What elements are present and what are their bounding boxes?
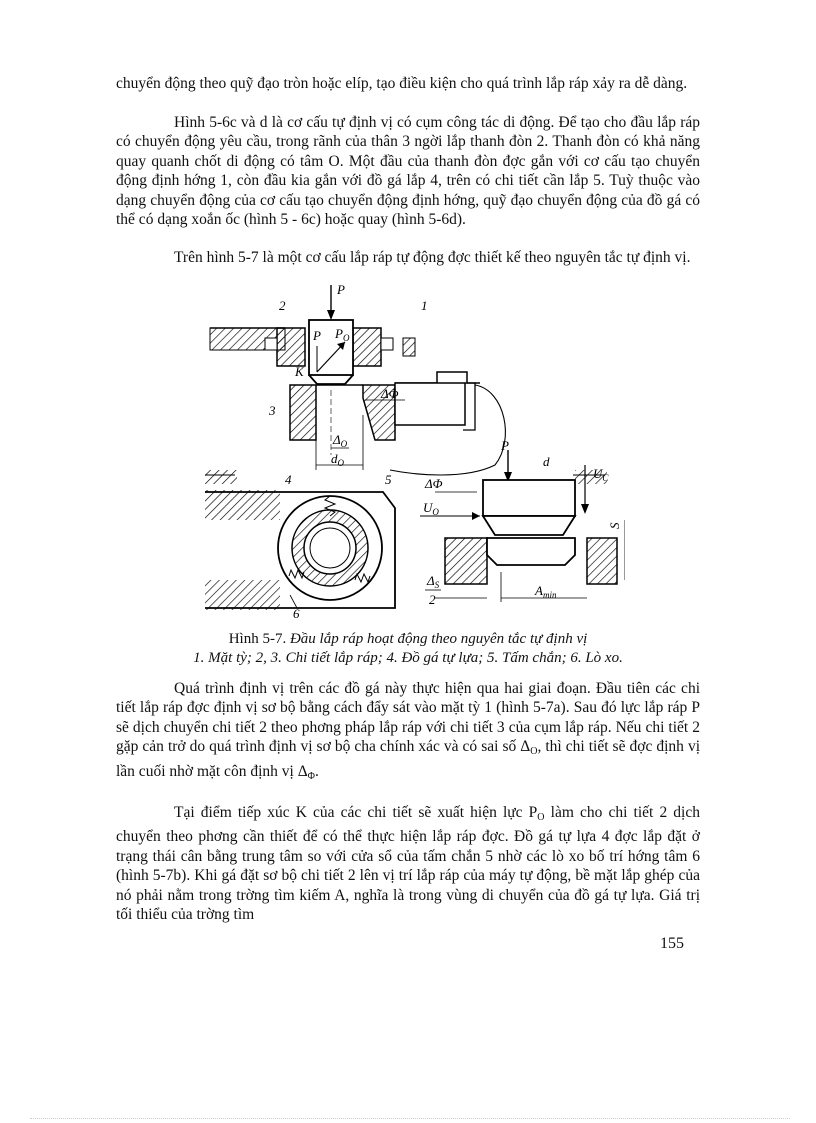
label-P2: P <box>501 438 509 453</box>
label-P0: $P_O$ <box>335 326 350 343</box>
figure-part-b <box>205 490 395 610</box>
paragraph-4: Quá trình định vị trên các đồ gá này thực hiện qua hai giai đoạn. Đầu tiên các chi tiết lắp ráp đợc định vị sơ bộ bằng cách đẩy sát vào mặt tỳ 1 (hình 5-7a). Sau đó lực lắp ráp P sẽ dịch chuyển chi tiết 2 theo phơng pháp lắp ráp với chi tiết 3 của cụm lắp ráp. Nếu chi tiết 2 gặp cản trở do quá trình định vị sơ bộ cha chính xác và có sai số $\Delta_O$, thì chi tiết sẽ đợc định vị lần cuối nhờ mặt côn định vị $\Delta_\Phi$. <box>116 680 700 782</box>
label-delta0: $\Delta_O$ <box>333 432 348 449</box>
label-P: P <box>337 282 345 297</box>
label-3: 3 <box>269 403 276 418</box>
label-S: S <box>607 522 622 529</box>
label-d0: $d_O$ <box>331 451 344 468</box>
label-Amin: $A_{min}$ <box>535 583 557 600</box>
label-ds: $\Delta_S$ <box>427 573 440 590</box>
label-2: 2 <box>279 298 286 313</box>
caption-line-2: 1. Mặt tỳ; 2, 3. Chi tiết lắp ráp; 4. Đồ gá tự lựa; 5. Tấm chắn; 6. Lò xo. <box>193 650 623 666</box>
page-number: 155 <box>660 935 684 952</box>
label-5: 5 <box>385 472 392 487</box>
label-K: K <box>295 364 304 379</box>
label-d: d <box>543 454 550 469</box>
paragraph-1: chuyển động theo quỹ đạo tròn hoặc elíp, tạo điều kiện cho quá trình lắp ráp xảy ra dễ dàng. <box>116 75 688 92</box>
label-1: 1 <box>421 298 428 313</box>
label-Uo: $U_O$ <box>423 500 439 517</box>
paragraph-5: Tại điểm tiếp xúc K của các chi tiết sẽ xuất hiện lực $P_O$ làm cho chi tiết 2 dịch chuyển theo phơng cần thiết để có thể thực hiện lắp ráp đợc. Đồ gá tự lựa 4 đợc lắp đặt ở trạng thái cân bằng trung tâm so với cửa sổ của tấm chắn 5 nhờ các lò xo bố trí hớng tâm 6 (hình 5-7b). Khi gá đặt sơ bộ chi tiết 2 lên vị trí lắp ráp của máy tự động, bề mặt lắp ghép của nó phải nằm trong trờng tìm kiếm A, nghĩa là trong vùng di chuyển của đồ gá tự lựa. Giá trị tối thiểu của trờng tìm <box>116 804 700 924</box>
label-6: 6 <box>293 606 300 620</box>
figure-caption <box>116 630 700 668</box>
label-dphi: ΔΦ <box>381 386 399 401</box>
label-2-denom: 2 <box>429 592 436 607</box>
caption-line-1: Hình 5-7. Đầu lắp ráp hoạt động theo nguyên tắc tự định vị <box>228 631 588 647</box>
label-Uc: $U_C$ <box>593 466 609 483</box>
footer-divider <box>30 1118 790 1119</box>
label-dphi2: ΔΦ <box>425 476 443 491</box>
paragraph-2: Hình 5-6c và d là cơ cấu tự định vị có cụm công tác di động. Để tạo cho đầu lắp ráp có chuyển động yêu cầu, trong rãnh của thân 3 ngời lắp thanh đòn 2. Thanh đòn có khả năng quay quanh chốt di động có tâm O. Một đầu của thanh đòn đợc gắn với cơ cấu tạo chuyển động định hớng 1, còn đầu kia gắn với đồ gá lắp 4, trên có chi tiết cần lắp 5. Tuỳ thuộc vào dạng chuyển động của cơ cấu tạo chuyển động định hớng, quỹ đạo chuyển động của đồ gá có thể có dạng xoắn ốc (hình 5 - 6c) hoặc quay (hình 5-6d). <box>116 114 700 229</box>
label-P-inner: P <box>313 328 321 343</box>
label-4: 4 <box>285 472 292 487</box>
paragraph-3: Trên hình 5-7 là một cơ cấu lắp ráp tự động đợc thiết kế theo nguyên tắc tự định vị. <box>174 249 691 266</box>
figure-5-7 <box>205 280 625 620</box>
